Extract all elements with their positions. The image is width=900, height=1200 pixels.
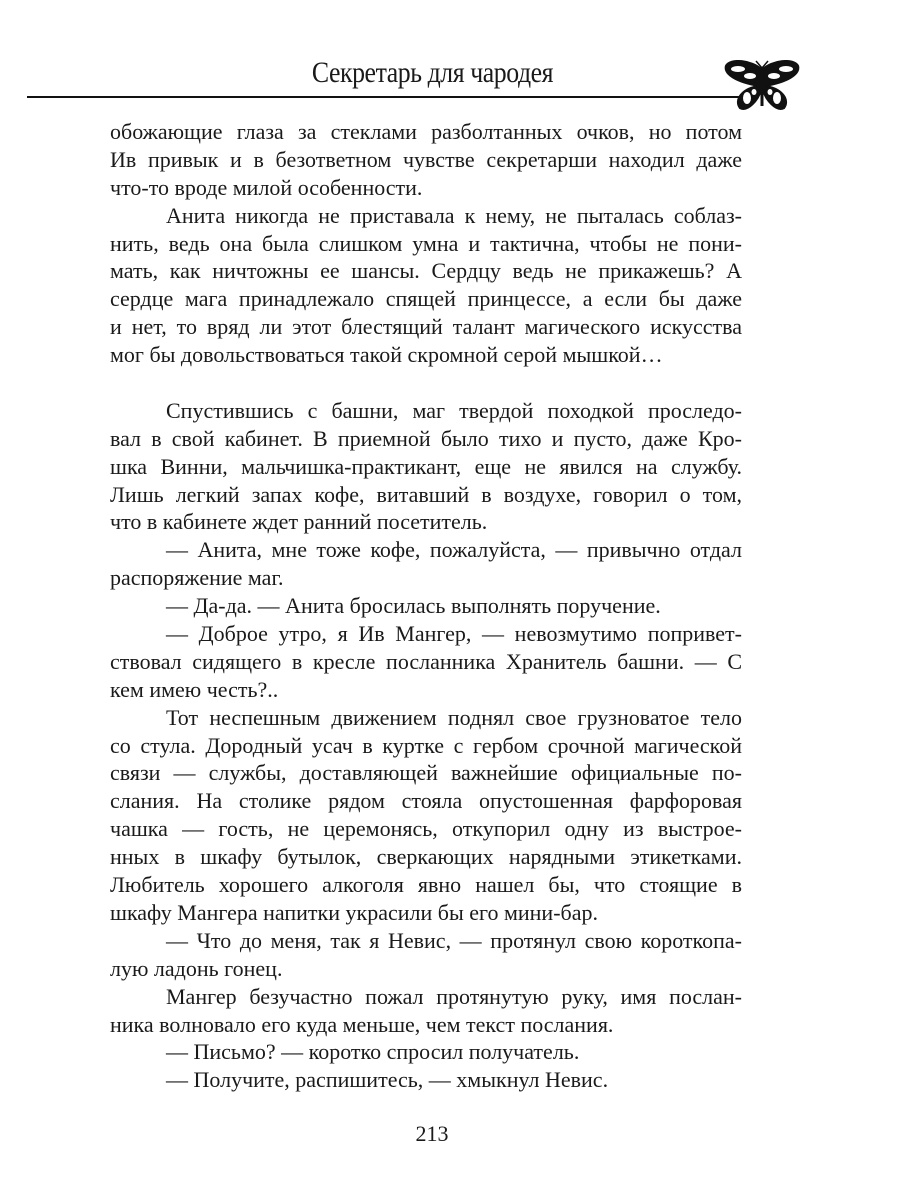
- page-body-text: [110, 118, 742, 1094]
- text-line: слания. На столике рядом стояла опустошенная фарфоровая: [110, 788, 742, 814]
- text-line: обожающие глаза за стеклами разболтанных очков, но потом: [110, 119, 742, 144]
- text-line: нить, ведь она была слишком умна и тактична, чтобы не пони-: [110, 230, 742, 256]
- text-line: — Получите, распишитесь, — хмыкнул Невис.: [166, 1067, 609, 1093]
- text-line: — Письмо? — коротко спросил получатель.: [166, 1039, 580, 1065]
- text-line: лую ладонь гонец.: [110, 955, 283, 981]
- text-line: со стула. Дородный усач в куртке с гербом срочной магической: [110, 732, 742, 758]
- text-line: ника волновало его куда меньше, чем текст послания.: [110, 1011, 614, 1037]
- text-line: распоряжение маг.: [110, 565, 284, 591]
- text-line: ствовал сидящего в кресле посланника Хранитель башни. — С: [110, 648, 742, 674]
- text-line: связи — службы, доставляющей важнейшие официальные по-: [110, 760, 742, 786]
- butterfly-ornament-icon: [722, 60, 802, 112]
- text-line: Ив привык и в безответном чувстве секретарши находил даже: [110, 146, 742, 172]
- text-line: что в кабинете ждет ранний посетитель.: [110, 509, 488, 535]
- running-header-title: Секретарь для чародея: [311, 56, 554, 89]
- page-number: 213: [415, 1121, 449, 1146]
- text-line: сердце мага принадлежало спящей принцессе, а если бы даже: [110, 286, 742, 312]
- text-line: вал в свой кабинет. В приемной было тихо и пусто, даже Кро-: [110, 425, 742, 451]
- text-line: что-то вроде милой особенности.: [110, 174, 423, 200]
- text-line: — Что до меня, так я Невис, — протянул свою короткопа-: [166, 927, 742, 953]
- text-line: и нет, то вряд ли этот блестящий талант магического искусства: [110, 314, 742, 340]
- text-line: Лишь легкий запах кофе, витавший в воздухе, говорил о том,: [110, 481, 742, 507]
- text-line: Анита никогда не приставала к нему, не пыталась соблаз-: [166, 202, 742, 228]
- text-line: кем имею честь?..: [110, 676, 279, 702]
- text-line: шкафу Мангера напитки украсили бы его мини-бар.: [110, 899, 598, 925]
- text-line: — Анита, мне тоже кофе, пожалуйста, — привычно отдал: [166, 537, 742, 563]
- header-rule: [27, 96, 742, 98]
- text-line: — Да-да. — Анита бросилась выполнять поручение.: [166, 593, 661, 619]
- text-line: Мангер безучастно пожал протянутую руку, имя послан-: [166, 983, 742, 1009]
- text-line: шка Винни, мальчишка-практикант, еще не явился на службу.: [110, 453, 742, 479]
- text-line: Любитель хорошего алкоголя явно нашел бы, что стоящие в: [110, 872, 742, 898]
- text-line: мог бы довольствоваться такой скромной серой мышкой…: [110, 342, 663, 368]
- text-line: мать, как ничтожны ее шансы. Сердцу ведь не прикажешь? А: [110, 258, 742, 284]
- text-line: нных в шкафу бутылок, сверкающих нарядными этикетками.: [110, 844, 742, 870]
- text-line: Тот неспешным движением поднял свое грузноватое тело: [166, 704, 742, 730]
- section-break: [110, 369, 742, 397]
- text-line: чашка — гость, не церемонясь, откупорил одну из выстрое-: [110, 816, 742, 842]
- text-line: — Доброе утро, я Ив Мангер, — невозмутимо попривет-: [166, 621, 742, 647]
- text-line: Спустившись с башни, маг твердой походкой проследо-: [166, 397, 742, 423]
